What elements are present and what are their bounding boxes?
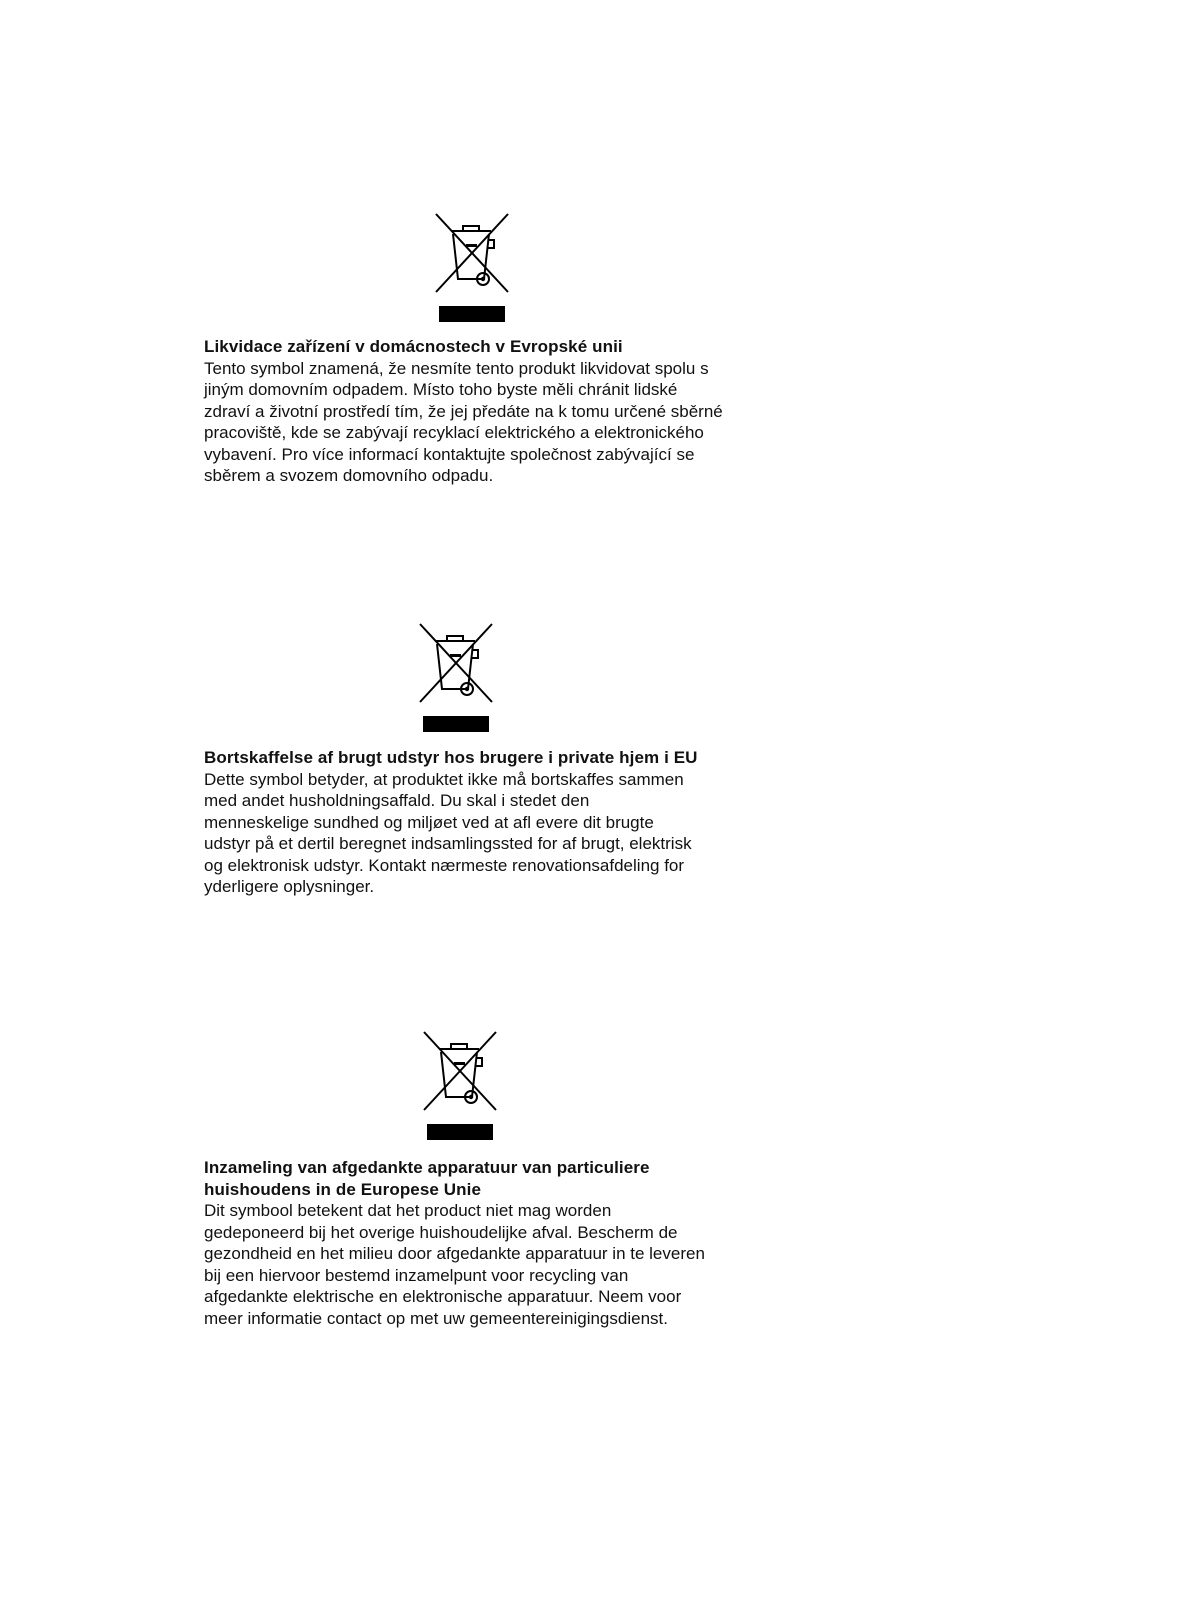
notice-da-title: Bortskaffelse af brugt udstyr hos brugere i private hjem i EU: [204, 748, 698, 767]
notice-nl: [204, 1157, 764, 1329]
notice-cs-body: Tento symbol znamená, že nesmíte tento produkt likvidovat spolu s jiným domovním odpadem. Místo toho byste měli chránit lidské zdraví a životní prostředí tím, že jej předáte na k tomu určené sběrné pracoviště, kde se zabývají recyklací elektrického a elektronického vybavení. Pro více informací kontaktujte společnost zabývající se sběrem a svozem domovního odpadu.: [204, 358, 723, 485]
notice-cs-title: Likvidace zařízení v domácnostech v Evropské unii: [204, 337, 623, 356]
notice-nl-body: Dit symbool betekent dat het product niet mag worden gedeponeerd bij het overige huishoudelijke afval. Bescherm de gezondheid en het milieu door afgedankte apparatuur in te leveren bij een hiervoor bestemd inzamelpunt voor recycling van afgedankte elektrische en elektronische apparatuur. Neem voor meer informatie contact op met uw gemeentereinigingsdienst.: [204, 1201, 705, 1328]
weee-crossed-bin-icon: [420, 1030, 500, 1140]
weee-crossed-bin-icon: [416, 622, 496, 732]
notice-da-body: Dette symbol betyder, at produktet ikke må bortskaffes sammen med andet husholdningsaffald. Du skal i stedet den menneskelige sundhed og miljøet ved at afl evere dit brugte udstyr på et dertil beregnet indsamlingssted for af brugt, elektrisk og elektronisk udstyr. Kontakt nærmeste renovationsafdeling for yderligere oplysninger.: [204, 769, 692, 896]
notice-nl-title: Inzameling van afgedankte apparatuur van particuliere huishoudens in de Europese Unie: [204, 1158, 650, 1199]
notice-da: [204, 747, 764, 898]
weee-crossed-bin-icon: [432, 212, 512, 322]
notice-cs: [204, 336, 764, 487]
